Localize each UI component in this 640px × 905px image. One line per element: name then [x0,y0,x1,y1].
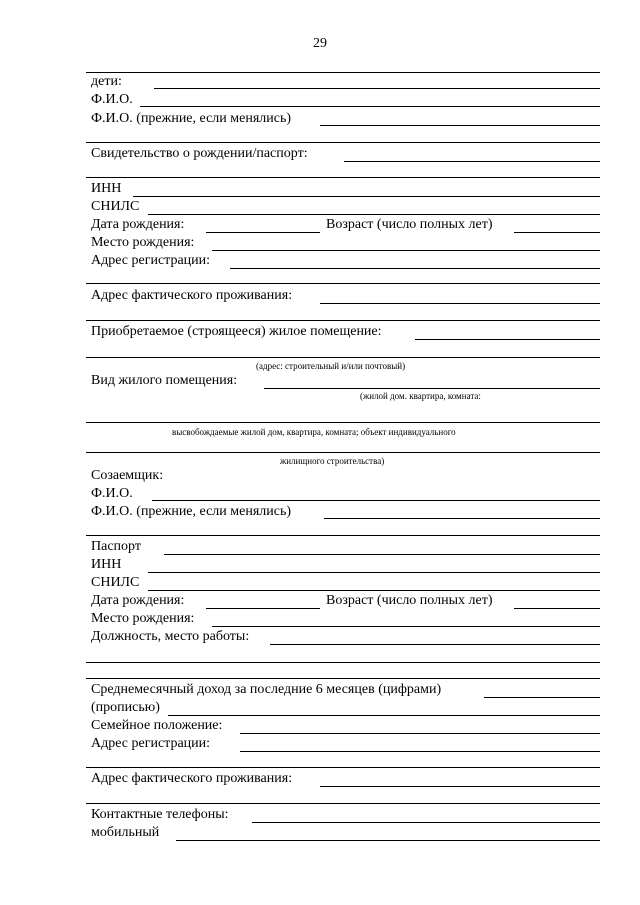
co-dob-field[interactable] [206,608,320,609]
reg-address-field[interactable] [230,268,600,269]
mobile-label: мобильный [91,825,160,840]
inn-field[interactable] [133,196,600,197]
section-divider [86,72,600,73]
co-fio-prev-label: Ф.И.О. (прежние, если менялись) [91,504,292,519]
address-hint: (адрес: строительный и/или почтовый) [256,361,406,371]
in-words-label: (прописью) [91,700,160,715]
divider [86,662,600,663]
mobile-field[interactable] [176,840,600,841]
co-age-label: Возраст (число полных лет) [326,593,493,608]
dob-label: Дата рождения: [91,217,185,232]
co-inn-label: ИНН [91,557,122,572]
income-label: Среднемесячный доход за последние 6 месяцев (цифрами) [91,682,442,697]
divider [86,357,600,358]
divider [86,177,600,178]
in-words-field[interactable] [168,715,600,716]
co-inn-field[interactable] [148,572,600,573]
dwelling-hint: (жилой дом. квартира, комната: [360,391,481,401]
divider [86,320,600,321]
co-actual-address-label: Адрес фактического проживания: [91,771,293,786]
co-birthplace-field[interactable] [212,626,600,627]
divider [86,283,600,284]
co-snils-field[interactable] [148,590,600,591]
coborrower-label: Созаемщик: [91,468,164,483]
co-fio-prev-field[interactable] [324,518,600,519]
co-dob-label: Дата рождения: [91,593,185,608]
co-birthplace-label: Место рождения: [91,611,195,626]
co-fio-field[interactable] [152,500,600,501]
children-label: дети: [91,74,122,89]
co-reg-address-field[interactable] [240,751,600,752]
co-reg-address-label: Адрес регистрации: [91,736,211,751]
co-age-field[interactable] [514,608,600,609]
actual-address-field[interactable] [320,303,600,304]
page-number: 29 [313,36,327,51]
divider [86,535,600,536]
inn-label: ИНН [91,181,122,196]
fio-prev-label: Ф.И.О. (прежние, если менялись) [91,111,292,126]
passport-field[interactable] [164,554,600,555]
position-label: Должность, место работы: [91,629,250,644]
released-hint: высвобождаемые жилой дом, квартира, комната; объект индивидуального [172,427,456,437]
fio-label: Ф.И.О. [91,92,133,107]
income-field[interactable] [484,697,600,698]
divider [86,767,600,768]
snils-label: СНИЛС [91,199,140,214]
acquired-field[interactable] [415,339,600,340]
acquired-label: Приобретаемое (строящееся) жилое помещение: [91,324,382,339]
birthplace-field[interactable] [212,250,600,251]
divider [86,803,600,804]
divider [86,422,600,423]
phones-label: Контактные телефоны: [91,807,229,822]
co-fio-label: Ф.И.О. [91,486,133,501]
dob-field[interactable] [206,232,320,233]
co-actual-address-field[interactable] [320,786,600,787]
marital-label: Семейное положение: [91,718,223,733]
passport-label: Паспорт [91,539,141,554]
birth-cert-field[interactable] [344,161,600,162]
dwelling-type-label: Вид жилого помещения: [91,373,238,388]
construction-hint: жилищного строительства) [280,456,385,466]
children-field[interactable] [154,88,600,89]
divider [86,142,600,143]
position-field[interactable] [270,644,600,645]
divider [86,452,600,453]
reg-address-label: Адрес регистрации: [91,253,211,268]
age-label: Возраст (число полных лет) [326,217,493,232]
marital-field[interactable] [240,733,600,734]
co-snils-label: СНИЛС [91,575,140,590]
actual-address-label: Адрес фактического проживания: [91,288,293,303]
birthplace-label: Место рождения: [91,235,195,250]
birth-cert-label: Свидетельство о рождении/паспорт: [91,146,308,161]
dwelling-type-field[interactable] [264,388,600,389]
snils-field[interactable] [148,214,600,215]
age-field[interactable] [514,232,600,233]
divider [86,678,600,679]
fio-field[interactable] [140,106,600,107]
fio-prev-field[interactable] [320,125,600,126]
phones-field[interactable] [252,822,600,823]
